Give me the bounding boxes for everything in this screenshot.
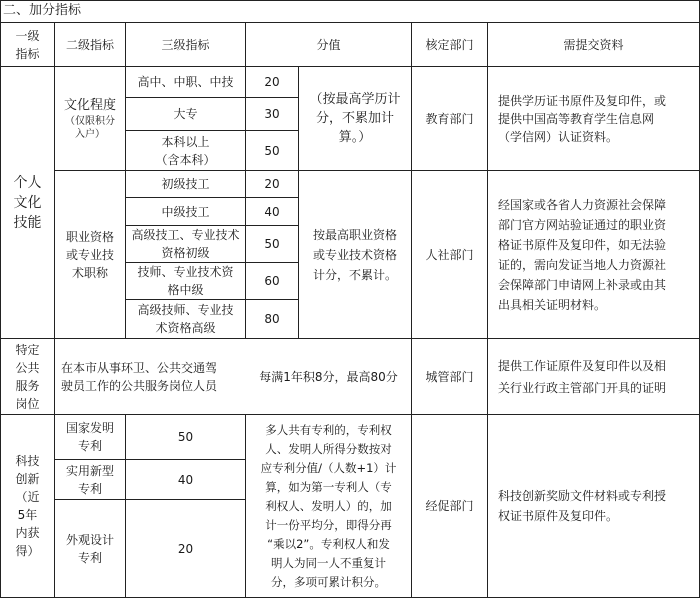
skills-score-3: 50 (264, 237, 280, 251)
header-level1: 一级 指标 (15, 28, 40, 61)
innovation-score-note: 多人共有专利的，专利权 人、发明人所得分数按对 应专利分值/（人数+1）计 算，如为第一专利人（专 利权人、发明人）的，加 计一份平均分，即得分再 “乘以2”。专利权人和发 明人为同一人不重复计 分，多项可累计积分。 (260, 422, 397, 589)
public-post-score: 每满1年积8分，最高80分 (259, 369, 398, 384)
education-score-1: 20 (264, 75, 280, 89)
innovation-score-3: 20 (177, 541, 194, 556)
education-materials: 提供学历证书原件及复印件，或 提供中国高等教育学生信息网 （学信网）认证资料。 (498, 93, 667, 144)
innovation-level1: 科技 创新 （近 5年 内获 得） (15, 454, 40, 558)
skills-item-4: 技师、专业技术资 格中级 (137, 265, 234, 297)
innovation-item-2: 实用新型 专利 (65, 463, 114, 496)
section-title: 二、加分指标 (3, 3, 82, 18)
skills-item-2: 中级技工 (161, 204, 210, 219)
education-score-3: 50 (264, 143, 280, 158)
public-post-dept: 城管部门 (425, 369, 474, 384)
innovation-materials: 科技创新奖励文件材料或专利授 权证书原件及复印件。 (498, 489, 667, 523)
skills-score-2: 40 (264, 204, 280, 219)
skills-label: 职业资格 或专业技 术职称 (65, 229, 114, 280)
header-dept: 核定部门 (425, 37, 474, 52)
skills-score-1: 20 (264, 177, 280, 191)
education-item-3: 本科以上 （含本科） (155, 134, 216, 167)
education-score-note: （按最高学历计 分，不累加计 算。） (309, 92, 401, 145)
innovation-item-1: 国家发明 专利 (65, 421, 114, 453)
skills-item-5: 高级技师、专业技 术资格高级 (137, 303, 234, 335)
skills-item-1: 初级技工 (161, 177, 210, 191)
skills-item-3: 高级技工、专业技术 资格初级 (131, 228, 240, 260)
innovation-item-3: 外观设计 专利 (65, 532, 114, 565)
education-item-1: 高中、中职、中技 (137, 75, 234, 89)
header-score: 分值 (316, 37, 341, 52)
innovation-score-2: 40 (177, 472, 194, 487)
header-materials: 需提交资料 (563, 37, 624, 52)
education-note: （仅限积分 入户） (65, 115, 115, 140)
skills-score-4: 60 (264, 274, 280, 288)
public-post-level1: 特定 公共 服务 岗位 (15, 342, 40, 411)
innovation-score-1: 50 (177, 430, 194, 444)
education-dept: 教育部门 (425, 111, 474, 126)
education-score-2: 30 (264, 107, 280, 121)
innovation-dept: 经促部门 (425, 499, 474, 513)
skills-dept: 人社部门 (425, 247, 474, 262)
public-post-materials: 提供工作证原件及复印件以及相 关行业行政主管部门开具的证明 (498, 358, 667, 395)
education-label: 文化程度 (63, 97, 116, 113)
header-level2: 二级指标 (65, 37, 114, 52)
header-level3: 三级指标 (161, 37, 210, 52)
skills-materials: 经国家或各省人力资源社会保障 部门官方网站验证通过的职业资 格证书原件及复印件，如无法验 证的，需向发证当地人力资源社 会保障部门申请网上补录或由其 出具相关证明材料。 (498, 197, 667, 312)
skills-score-note: 按最高职业资格 或专业技术资格 计分，不累计。 (312, 227, 397, 282)
education-cell (55, 67, 125, 170)
public-post-description: 在本市从事环卫、公共交通驾 驶员工作的公共服务岗位人员 (61, 360, 218, 393)
personal-level1: 个人 文化 技能 (13, 174, 42, 231)
education-item-2: 大专 (173, 107, 198, 121)
skills-score-5: 80 (264, 312, 280, 326)
